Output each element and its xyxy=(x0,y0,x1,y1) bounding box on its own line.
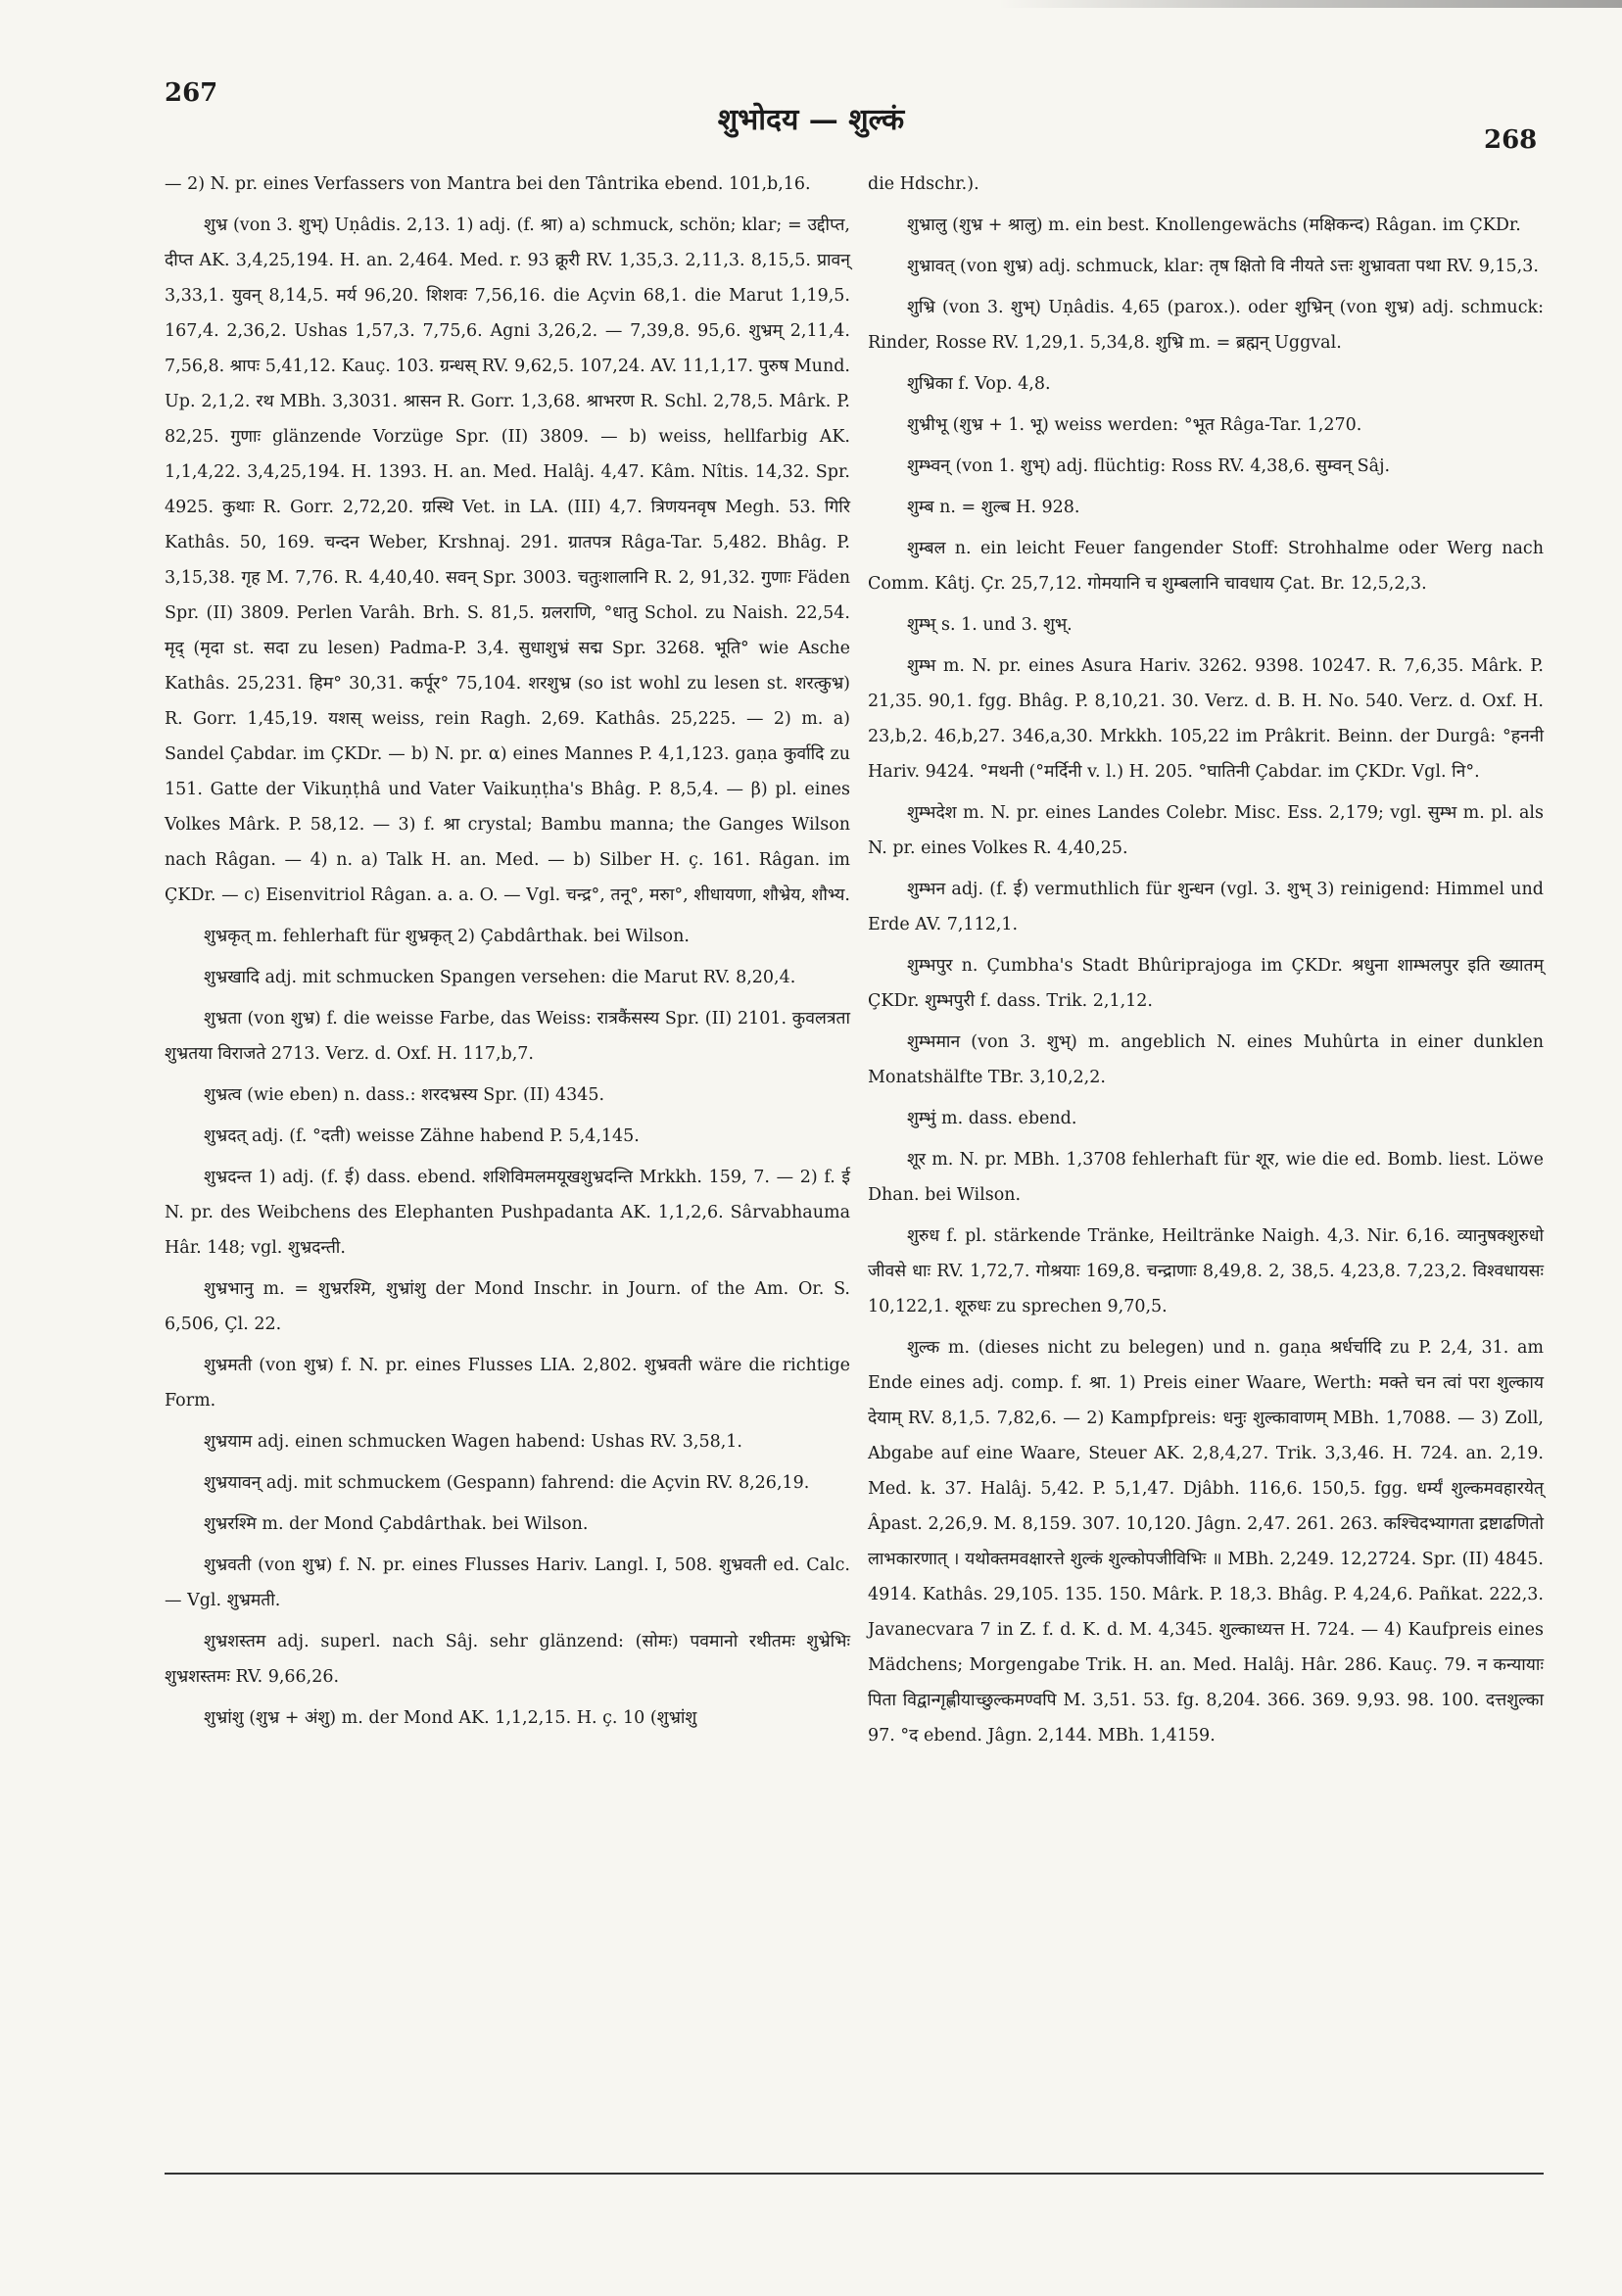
dictionary-entry: शुल्क m. (dieses nicht zu belegen) und n. gaṇa श्रर्धर्चादि zu P. 2,4, 31. am Ende eines adj. comp. f. श्रा. 1) Preis einer Waare, Werth: मक्ते चन त्वां परा शुल्काय देयाम् RV. 8,1,5. 7,82,6. — 2) Kampfpreis: धनुः शुल्कावाणम् MBh. 1,7088. — 3) Zoll, Abgabe auf eine Waare, Steuer AK. 2,8,4,27. Trik. 3,3,46. H. 724. an. 2,19. Med. k. 37. Halâj. 5,42. P. 5,1,47. Djâbh. 116,6. 150,5. fgg. धर्म्यं शुल्कमवहारयेत् Âpast. 2,26,9. M. 8,159. 307. 10,120. Jâgn. 2,47. 261. 263. कश्चिदभ्यागता द्रष्टाढणितो लाभकारणात् । यथोक्तमवक्षारत्ते शुल्कं शुल्कोपजीविभिः ॥ MBh. 2,249. 12,2724. Spr. (II) 4845. 4914. Kathâs. 29,105. 135. 150. Mârk. P. 18,3. Bhâg. P. 4,24,6. Pañkat. 222,3. Javanecvara 7 in Z. f. d. K. d. M. 4,345. शुल्काध्यत्त H. 724. — 4) Kaufpreis eines Mädchens; Morgengabe Trik. H. an. Med. Halâj. Hâr. 286. Kauç. 79. न कन्यायाः पिता विद्वान्गृह्णीयाच्छुल्कमण्वपि M. 3,51. 53. fg. 8,204. 366. 369. 9,93. 98. 100. दत्तशुल्का 97. °द ebend. Jâgn. 2,144. MBh. 1,4159. xyxy=(868,1338,1544,1746)
dictionary-entry: शुभ्रत्व (wie eben) n. dass.: शरदभ्रस्य Spr. (II) 4345. xyxy=(204,1085,605,1105)
dictionary-entry: शुम्भपुर n. Çumbha's Stadt Bhûriprajoga im ÇKDr. श्रधुना शाम्भलपुर इति ख्यातम् ÇKDr. शुम्भपुरी f. dass. Trik. 2,1,12. xyxy=(868,956,1544,1011)
dictionary-entry: शुम्भन adj. (f. ई) vermuthlich für शुन्धन (vgl. 3. शुभ् 3) reinigend: Himmel und Erde AV. 7,112,1. xyxy=(868,880,1544,934)
dictionary-entry: शुभ्रालु (शुभ्र + श्रालु) m. ein best. Knollengewächs (मक्षिकन्द) Râgan. im ÇKDr. xyxy=(907,215,1521,235)
dictionary-entry: शुम्भ्वन् (von 1. शुभ्) adj. flüchtig: Ross RV. 4,38,6. सुम्वन् Sâj. xyxy=(907,456,1391,476)
dictionary-entry: शुभ्ररश्मि m. der Mond Çabdârthak. bei Wilson. xyxy=(204,1514,589,1534)
dictionary-entry: शुभ्रिका f. Vop. 4,8. xyxy=(907,374,1051,394)
dictionary-entry: शुम्भ m. N. pr. eines Asura Hariv. 3262. 9398. 10247. R. 7,6,35. Mârk. P. 21,35. 90,1. fgg. Bhâg. P. 8,10,21. 30. Verz. d. B. H. No. 540. Verz. d. Oxf. H. 23,b,2. 46,b,27. 346,a,30. Mrkkh. 105,22 im Prâkrit. Beinn. der Durgâ: °हननी Hariv. 9424. °मथनी (°मर्दिनी v. l.) H. 205. °घातिनी Çabdar. im ÇKDr. Vgl. नि°. xyxy=(868,656,1544,782)
dictionary-entry: शुभ्रयावन् adj. mit schmuckem (Gespann) fahrend: die Açvin RV. 8,26,19. xyxy=(204,1473,810,1493)
left-column xyxy=(165,167,850,1742)
dictionary-entry: शुभ्रकृत् m. fehlerhaft für शुभ्रकृत् 2) Çabdârthak. bei Wilson. xyxy=(204,927,690,946)
dictionary-entry: शुभ्रशस्तम adj. superl. nach Sâj. sehr glänzend: (सोमः) पवमानो रथीतमः शुभ्रेभिः शुभ्रशस्तमः RV. 9,66,26. xyxy=(165,1632,850,1687)
dictionary-entry: शुभ्रावत् (von शुभ्र) adj. schmuck, klar: तृष क्षितो वि नीयते ऽत्तः शुभ्रावता पथा RV. 9,15,3. xyxy=(907,257,1539,276)
dictionary-entry: शुम्ब n. = शुल्ब H. 928. xyxy=(907,498,1080,517)
dictionary-entry: शुम्बल n. ein leicht Feuer fangender Stoff: Strohhalme oder Werg nach Comm. Kâtj. Çr. 25,7,12. गोमयानि च शुम्बलानि चावधाय Çat. Br. 12,5,2,3. xyxy=(868,539,1544,594)
dictionary-entry: शुभ्रखादि adj. mit schmucken Spangen versehen: die Marut RV. 8,20,4. xyxy=(204,968,796,987)
dictionary-entry: die Hdschr.). xyxy=(868,174,979,194)
dictionary-entry: शुभ्रमती (von शुभ्र) f. N. pr. eines Flusses LIA. 2,802. शुभ्रवती wäre die richtige Form. xyxy=(165,1356,850,1411)
dictionary-entry: शुभ्रीभू (शुभ्र + 1. भू) weiss werden: °भूत Râga-Tar. 1,270. xyxy=(907,415,1362,435)
dictionary-entry: शुभ्रदत् adj. (f. °दती) weisse Zähne habend P. 5,4,145. xyxy=(204,1126,640,1146)
dictionary-entry: शुम्भुं m. dass. ebend. xyxy=(907,1109,1077,1128)
dictionary-entry: — 2) N. pr. eines Verfassers von Mantra bei den Tântrika ebend. 101,b,16. xyxy=(165,174,811,194)
dictionary-entry: शुम्भदेश m. N. pr. eines Landes Colebr. Misc. Ess. 2,179; vgl. सुम्भ m. pl. als N. pr. eines Volkes R. 4,40,25. xyxy=(868,803,1544,858)
left-page-number: 267 xyxy=(165,78,218,108)
dictionary-entry: शुभ्र (von 3. शुभ्) Uṇâdis. 2,13. 1) adj. (f. श्रा) a) schmuck, schön; klar; = उद्दीप्त, दीप्त AK. 3,4,25,194. H. an. 2,464. Med. r. 93 क्रूरी RV. 1,35,3. 2,11,3. 8,15,5. प्रावन् 3,33,1. युवन् 8,14,5. मर्य 96,20. शिशवः 7,56,16. die Açvin 68,1. die Marut 1,19,5. 167,4. 2,36,2. Ushas 1,57,3. 7,75,6. Agni 3,26,2. — 7,39,8. 95,6. शुभ्रम् 2,11,4. 7,56,8. श्रापः 5,41,12. Kauç. 103. ग्रन्धस् RV. 9,62,5. 107,24. AV. 11,1,17. पुरुष Mund. Up. 2,1,2. रथ MBh. 3,3031. श्रासन R. Gorr. 1,3,68. श्राभरण R. Schl. 2,78,5. Mârk. P. 82,25. गुणाः glänzende Vorzüge Spr. (II) 3809. — b) weiss, hellfarbig AK. 1,1,4,22. 3,4,25,194. H. 1393. H. an. Med. Halâj. 4,47. Kâm. Nîtis. 14,32. Spr. 4925. कुथाः R. Gorr. 2,72,20. ग्रस्थि Vet. in LA. (III) 4,7. त्रिणयनवृष Megh. 53. गिरि Kathâs. 50, 169. चन्दन Weber, Krshnaj. 291. ग्रातपत्र Râga-Tar. 5,482. Bhâg. P. 3,15,38. गृह M. 7,76. R. 4,40,40. सवन् Spr. 3003. चतुःशालानि R. 2, 91,32. गुणाः Fäden Spr. (II) 3809. Perlen Varâh. Brh. S. 81,5. ग्रलराणि, °धातु Schol. zu Naish. 22,54. मृद् (मृदा st. सदा zu lesen) Padma-P. 3,4. सुधाशुभ्रं सद्म Spr. 3268. भूति° wie Asche Kathâs. 25,231. हिम° 30,31. कर्पूर° 75,104. शरशुभ्र (so ist wohl zu lesen st. शरत्कुभ्र) R. Gorr. 1,45,19. यशस् weiss, rein Ragh. 2,69. Kathâs. 25,225. — 2) m. a) Sandel Çabdar. im ÇKDr. — b) N. pr. α) eines Mannes P. 4,1,123. gaṇa कुर्वादि zu 151. Gatte der Vikuṇṭhâ und Vater Vaikuṇṭha's Bhâg. P. 8,5,4. — β) pl. eines Volkes Mârk. P. 58,12. — 3) f. श्रा crystal; Bambu manna; the Ganges Wilson nach Râgan. — 4) n. a) Talk H. an. Med. — b) Silber H. ç. 161. Râgan. im ÇKDr. — c) Eisenvitriol Râgan. a. a. O. — Vgl. चन्द्र°, तनू°, मरुा°, शीधायणा, शौभ्रेय, शौभ्य. xyxy=(165,215,850,905)
dictionary-entry: शुभ्रदन्त 1) adj. (f. ई) dass. ebend. शशिविमलमयूखशुभ्रदन्ति Mrkkh. 159, 7. — 2) f. ई N. pr. des Weibchens des Elephanten Pushpadanta AK. 1,1,2,6. Sârvabhauma Hâr. 148; vgl. शुभ्रदन्ती. xyxy=(165,1168,850,1258)
scan-edge-shadow xyxy=(999,0,1622,8)
dictionary-entry: शुरुध f. pl. stärkende Tränke, Heiltränke Naigh. 4,3. Nir. 6,16. व्यानुषक्शुरुधो जीवसे धाः RV. 1,72,7. गोश्रयाः 169,8. चन्द्राणाः 8,49,8. 2, 38,5. 4,23,8. 7,23,2. विश्वधायसः 10,122,1. शूरुधः zu sprechen 9,70,5. xyxy=(868,1226,1544,1316)
bottom-rule xyxy=(165,2173,1544,2175)
right-page-number: 268 xyxy=(1484,125,1538,155)
dictionary-entry: शुभ्रवती (von शुभ्र) f. N. pr. eines Flusses Hariv. Langl. I, 508. शुभ्रवती ed. Calc. — Vgl. शुभ्रमती. xyxy=(165,1555,850,1610)
dictionary-entry: शुभ्रांशु (शुभ्र + अंशु) m. der Mond AK. 1,1,2,15. H. ç. 10 (शुभ्रांशु xyxy=(204,1708,697,1728)
running-header: शुभोदय — शुल्कं xyxy=(717,103,905,137)
dictionary-entry: शुभ्रयाम adj. einen schmucken Wagen habend: Ushas RV. 3,58,1. xyxy=(204,1432,742,1452)
dictionary-entry: शुभ्रभानु m. = शुभ्ररश्मि, शुभ्रांशु der Mond Inschr. in Journ. of the Am. Or. S. 6,506, Çl. 22. xyxy=(165,1279,850,1334)
right-column xyxy=(868,167,1544,1759)
dictionary-entry: शुम्भ् s. 1. und 3. शुभ्. xyxy=(907,615,1073,635)
dictionary-entry: शुम्भमान (von 3. शुभ्) m. angeblich N. eines Muhûrta in einer dunklen Monatshälfte TBr. 3,10,2,2. xyxy=(868,1032,1544,1087)
dictionary-entry: शुभ्रता (von शुभ्र) f. die weisse Farbe, das Weiss: रात्रकैंसस्य Spr. (II) 2101. कुवलत्रता शुभ्रतया विराजते 2713. Verz. d. Oxf. H. 117,b,7. xyxy=(165,1009,850,1064)
dictionary-entry: शुभ्रि (von 3. शुभ्) Uṇâdis. 4,65 (parox.). oder शुभ्रिन् (von शुभ्र) adj. schmuck: Rinder, Rosse RV. 1,29,1. 5,34,8. शुभ्रि m. = ब्रह्मन् Uggval. xyxy=(868,298,1544,353)
dictionary-entry: शूर m. N. pr. MBh. 1,3708 fehlerhaft für शूर, wie die ed. Bomb. liest. Löwe Dhan. bei Wilson. xyxy=(868,1150,1544,1205)
